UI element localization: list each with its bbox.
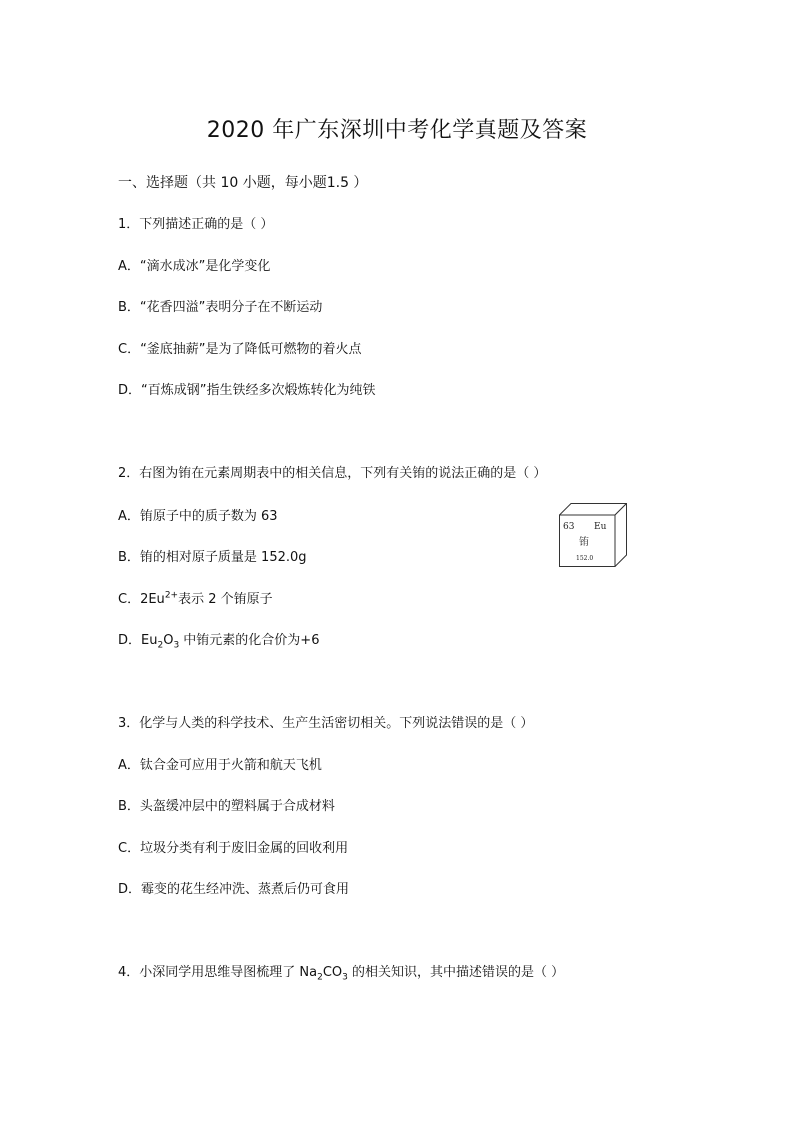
q1-stem: 1．下列描述正确的是（ ）	[118, 217, 274, 232]
q2-option-c-prefix: C．2Eu	[118, 592, 165, 607]
q4-stem-mid: CO	[322, 965, 343, 980]
q2-option-d-sub2: 3	[173, 640, 180, 651]
element-number: 63	[563, 522, 575, 532]
q3-option-c: C．垃圾分类有利于废旧金属的回收利用	[118, 841, 349, 856]
element-mass: 152.0	[576, 555, 594, 562]
q1-option-c: C．“釜底抽薪”是为了降低可燃物的着火点	[118, 342, 362, 357]
element-symbol: Eu	[594, 522, 607, 532]
q2-option-c-suffix: 表示 2 个铕原子	[178, 592, 273, 607]
q2-option-d	[118, 629, 320, 651]
q1-option-d: D．“百炼成钢”指生铁经多次煅炼转化为纯铁	[118, 383, 376, 398]
q3-option-b: B．头盔缓冲层中的塑料属于合成材料	[118, 799, 335, 814]
q2-option-d-mid: O	[163, 633, 174, 648]
q2-option-d-prefix: D．Eu	[118, 633, 158, 648]
q4-stem-sub2: 3	[342, 972, 348, 983]
q2-stem: 2．右图为铕在元素周期表中的相关信息，下列有关铕的说法正确的是（ ）	[118, 466, 547, 481]
q2-option-a: A．铕原子中的质子数为 63	[118, 509, 278, 524]
q1-option-a: A．“滴水成冰”是化学变化	[118, 259, 271, 274]
q2-option-d-sub1: 2	[157, 640, 164, 651]
q3-option-a: A．钛合金可应用于火箭和航天飞机	[118, 758, 322, 773]
section-heading: 一、选择题（共 10 小题，每小题1.5 ）	[118, 175, 368, 191]
q2-option-c	[118, 588, 273, 607]
q4-stem	[118, 961, 565, 983]
q2-option-d-suffix: 中铕元素的化合价为+6	[179, 633, 320, 648]
q2-option-c-charge: 2+	[164, 590, 179, 601]
element-name: 铕	[579, 537, 589, 548]
q4-stem-prefix: 4．小深同学用思维导图梳理了 Na	[118, 965, 318, 980]
q2-option-b: B．铕的相对原子质量是 152.0g	[118, 550, 307, 565]
q4-stem-sub1: 2	[317, 972, 323, 983]
page-title: 2020 年广东深圳中考化学真题及答案	[206, 118, 588, 143]
q3-option-d: D．霉变的花生经冲洗、蒸煮后仍可食用	[118, 882, 350, 897]
element-tile-figure	[559, 503, 627, 567]
q1-option-b: B．“花香四溢”表明分子在不断运动	[118, 300, 323, 315]
q4-stem-suffix: 的相关知识，其中描述错误的是（ ）	[347, 965, 565, 980]
q3-stem: 3．化学与人类的科学技术、生产生活密切相关。下列说法错误的是（ ）	[118, 716, 534, 731]
